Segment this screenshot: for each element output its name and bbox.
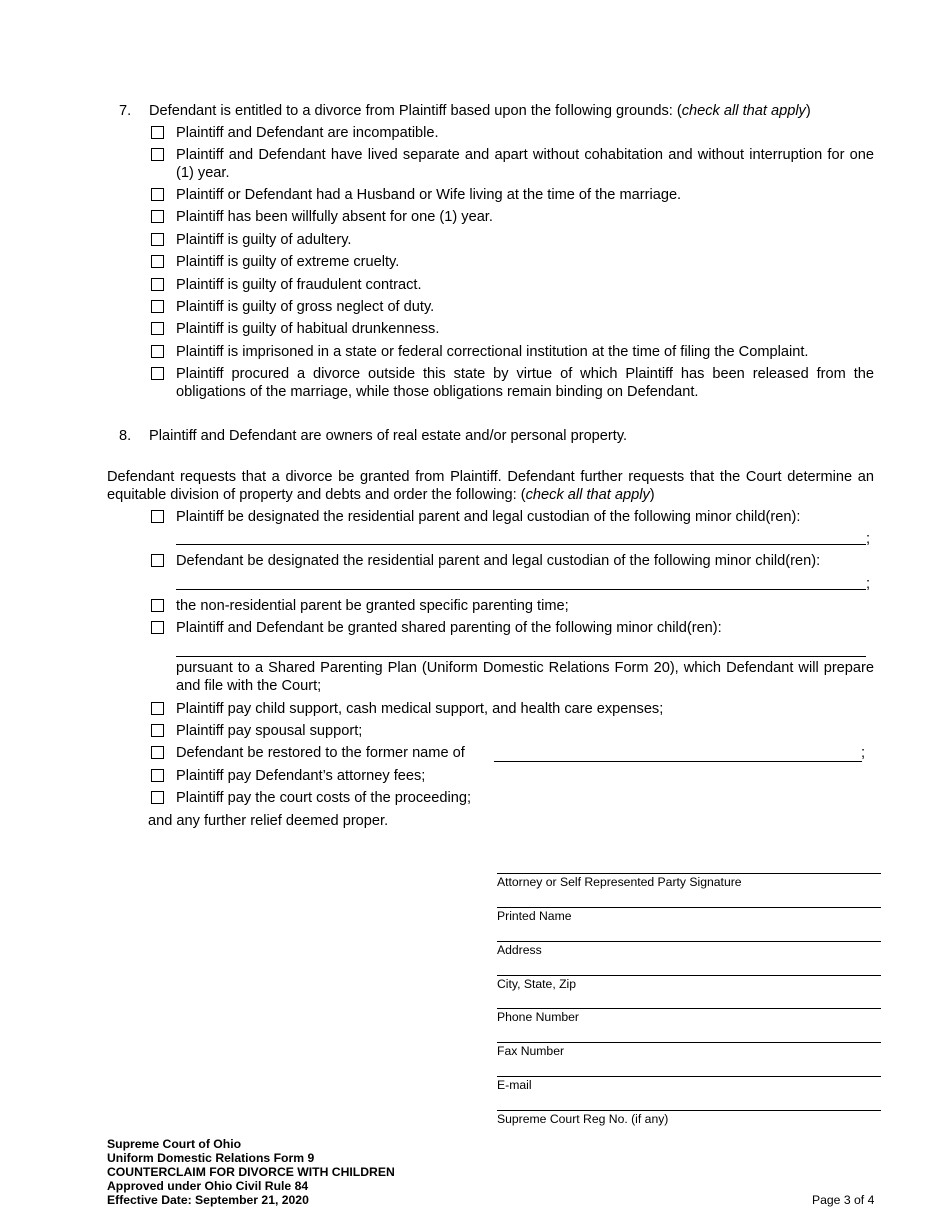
footer-approval: Approved under Ohio Civil Rule 84: [107, 1179, 309, 1193]
checkbox[interactable]: [151, 233, 164, 246]
footer-court: Supreme Court of Ohio: [107, 1137, 242, 1151]
fax-label: Fax Number: [497, 1044, 565, 1058]
checkbox[interactable]: [151, 554, 164, 567]
signature-line[interactable]: [497, 873, 881, 874]
checkbox[interactable]: [151, 210, 164, 223]
footer-title: COUNTERCLAIM FOR DIVORCE WITH CHILDREN: [107, 1165, 395, 1179]
section-7-text: Defendant is entitled to a divorce from Plaintiff based upon the following grounds: (check all that apply): [149, 103, 811, 119]
checkbox[interactable]: [151, 345, 164, 358]
page-number: Page 3 of 4: [812, 1193, 875, 1207]
section-8-number: 8.: [119, 428, 132, 444]
section-8-text: Plaintiff and Defendant are owners of real estate and/or personal property.: [149, 428, 628, 444]
shared-children-blank[interactable]: [176, 656, 866, 657]
further-relief: and any further relief deemed proper.: [148, 813, 389, 829]
email-label: E-mail: [497, 1078, 532, 1092]
semicolon: ;: [861, 745, 866, 761]
checkbox[interactable]: [151, 791, 164, 804]
checkbox[interactable]: [151, 255, 164, 268]
semicolon: ;: [866, 531, 871, 547]
reg-no-line[interactable]: [497, 1110, 881, 1111]
checkbox[interactable]: [151, 510, 164, 523]
checkbox[interactable]: [151, 148, 164, 161]
address-label: Address: [497, 943, 542, 957]
printed-name-label: Printed Name: [497, 909, 572, 923]
footer-form: Uniform Domestic Relations Form 9: [107, 1151, 315, 1165]
section-7-number: 7.: [119, 103, 132, 119]
email-line[interactable]: [497, 1076, 881, 1077]
reg-no-label: Supreme Court Reg No. (if any): [497, 1112, 669, 1126]
checkbox[interactable]: [151, 126, 164, 139]
checkbox[interactable]: [151, 278, 164, 291]
checkbox[interactable]: [151, 746, 164, 759]
phone-label: Phone Number: [497, 1010, 579, 1024]
signature-label: Attorney or Self Represented Party Signature: [497, 875, 742, 889]
footer-effective-date: Effective Date: September 21, 2020: [107, 1193, 309, 1207]
checkbox[interactable]: [151, 599, 164, 612]
checkbox[interactable]: [151, 367, 164, 380]
defendant-children-blank[interactable]: [176, 589, 866, 590]
city-state-zip-label: City, State, Zip: [497, 977, 577, 991]
checkbox[interactable]: [151, 621, 164, 634]
checkbox[interactable]: [151, 702, 164, 715]
address-line[interactable]: [497, 941, 881, 942]
plaintiff-children-blank[interactable]: [176, 544, 866, 545]
checkbox[interactable]: [151, 322, 164, 335]
fax-line[interactable]: [497, 1042, 881, 1043]
semicolon: ;: [866, 576, 871, 592]
printed-name-line[interactable]: [497, 907, 881, 908]
checkbox[interactable]: [151, 724, 164, 737]
checkbox[interactable]: [151, 300, 164, 313]
checkbox[interactable]: [151, 769, 164, 782]
city-state-zip-line[interactable]: [497, 975, 881, 976]
checkbox[interactable]: [151, 188, 164, 201]
former-name-blank[interactable]: [494, 761, 862, 762]
requests-intro: Defendant requests that a divorce be granted from Plaintiff. Defendant further requests that the Court determine an equitable division of property and debts and order the following: (check all that apply): [107, 469, 874, 503]
phone-line[interactable]: [497, 1008, 881, 1009]
shared-plan-text: pursuant to a Shared Parenting Plan (Uniform Domestic Relations Form 20), which Defendant will prepare and file with the Court;: [176, 660, 874, 694]
